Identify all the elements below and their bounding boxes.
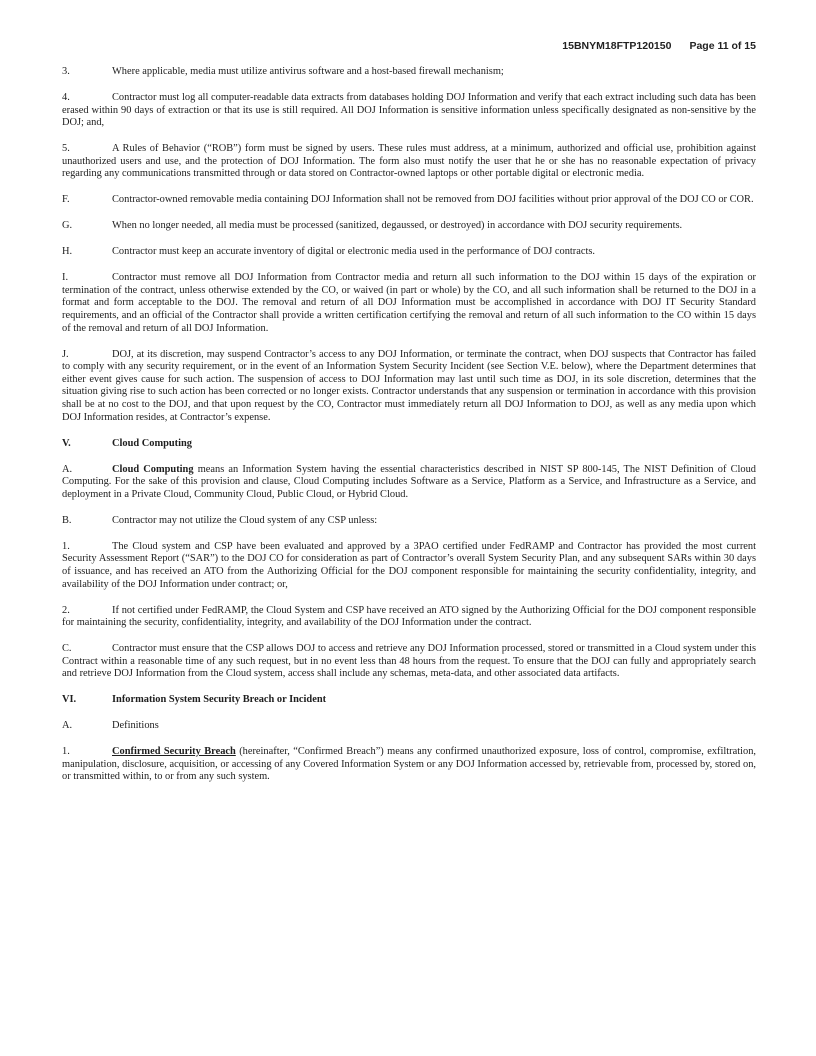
page-number: Page 11 of 15 (689, 40, 756, 52)
paragraph-text: Where applicable, media must utilize antivirus software and a host-based firewall mechanism; (112, 66, 504, 77)
paragraph-text: Contractor must log all computer-readable data extracts from databases holding DOJ Information and verify that each extract including such data has been erased within 90 days of extraction or that its use is still required. All DOJ Information is sensitive information unless specifically designated as non-sensitive by the DOJ; and, (62, 91, 756, 129)
paragraph-text: Contractor must ensure that the CSP allows DOJ to access and retrieve any DOJ Information processed, stored or transmitted in a Cloud system under this Contract within a reasonable time of any such request, but in no event less than 48 hours from the request. To ensure that the DOJ can fully and appropriately search and retrieve DOJ Information from the Cloud system, access shall include any schemas, meta-data, and other associated data artifacts. (62, 643, 756, 680)
paragraph-label: 3. (62, 66, 70, 77)
paragraph-vi-1 (62, 746, 756, 784)
paragraph-label: 4. (62, 91, 70, 103)
paragraph-3 (62, 66, 756, 79)
paragraph-label: 1. (62, 540, 70, 552)
paragraph-text: Contractor must keep an accurate inventory of digital or electronic media used in the performance of DOJ contracts. (112, 246, 595, 258)
page-header (562, 40, 756, 52)
paragraph-label: 1. (62, 746, 70, 758)
paragraph-text: When no longer needed, all media must be processed (sanitized, degaussed, or destroyed) in accordance with DOJ security requirements. (112, 220, 683, 232)
paragraph-5 (62, 143, 756, 181)
paragraph-label: I. (62, 272, 69, 284)
section-heading-cloud-computing (62, 438, 756, 451)
paragraph-label: A. (62, 720, 73, 732)
paragraph-v-2 (62, 605, 756, 630)
paragraph-4 (62, 92, 756, 130)
paragraph-text: If not certified under FedRAMP, the Cloud System and CSP have received an ATO signed by the Authorizing Official for the DOJ component responsible for maintaining the security, confidentiality, integrity, and availability of the DOJ Information under the contract. (62, 604, 756, 629)
paragraph-j (62, 349, 756, 425)
defined-term: Cloud Computing (112, 463, 194, 475)
section-title: Cloud Computing (112, 437, 192, 449)
section-label: V. (62, 437, 71, 449)
paragraph-label: J. (62, 348, 69, 360)
section-title: Information System Security Breach or Incident (112, 694, 327, 706)
paragraph-text: Contractor may not utilize the Cloud system of any CSP unless: (112, 514, 378, 526)
paragraph-text: The Cloud system and CSP have been evaluated and approved by a 3PAO certified under FedRAMP and Contractor has provided the most current Security Assessment Report (“SAR”) to the DOJ CO for consideration as part of Contractor’s overall System Security Plan, and any subsequent SARs within 30 days of issuance, and has received an ATO from the Authorizing Official for the DOJ component responsible for maintaining the security confidentiality, integrity, and availability of the DOJ Information under contract; or, (62, 540, 756, 590)
section-heading-security-breach (62, 694, 756, 707)
paragraph-label: B. (62, 514, 72, 526)
paragraph-label: C. (62, 643, 72, 655)
paragraph-v-b (62, 515, 756, 528)
paragraph-label: G. (62, 220, 73, 232)
paragraph-v-a (62, 464, 756, 502)
paragraph-label: F. (62, 194, 70, 206)
paragraph-g (62, 220, 756, 233)
paragraph-f (62, 194, 756, 207)
paragraph-text: A Rules of Behavior (“ROB”) form must be signed by users. These rules must address, at a minimum, authorized and official use, prohibition against unauthorized users and use, and the protection of DOJ Information. The form also must notify the user that he or she has no reasonable expectation of privacy regarding any communications transmitted through or data stored on Contractor-owned laptops or other portable digital or electronic media. (62, 143, 756, 180)
paragraph-text: Contractor must remove all DOJ Information from Contractor media and return all such information to the DOJ within 15 days of the expiration or termination of the contract, unless otherwise extended by the CO, or waived (in part or whole) by the CO, and all such information shall be returned to the DOJ in a format and form acceptable to the DOJ. The removal and return of all DOJ Information must be accomplished in accordance with DOJ IT Security Standard requirements, and an official of the Contractor shall provide a written certification certifying the removal and return of all such information to the CO within 15 days of the removal and return of all DOJ Information. (62, 272, 756, 334)
paragraph-label: 5. (62, 143, 70, 155)
paragraph-vi-a (62, 720, 756, 733)
paragraph-label: H. (62, 246, 73, 258)
paragraph-label: 2. (62, 604, 70, 616)
paragraph-v-c (62, 643, 756, 681)
paragraph-h (62, 246, 756, 259)
paragraph-text: (hereinafter, “Confirmed Breach”) means any confirmed unauthorized exposure, loss of control, compromise, exfiltration, manipulation, disclosure, acquisition, or accessing of any Covered Information System or any DOJ Information accessed by, retrievable from, processed by, stored on, or transmitted within, to or from any such system. (62, 746, 757, 783)
paragraph-i (62, 272, 756, 335)
paragraph-text: Contractor-owned removable media containing DOJ Information shall not be removed from DOJ facilities without prior approval of the DOJ CO or COR. (112, 194, 754, 206)
document-id: 15BNYM18FTP120150 (562, 40, 672, 52)
document-body (62, 66, 756, 797)
paragraph-text: means an Information System having the essential characteristics described in NIST SP 800-145, The NIST Definition of Cloud Computing. For the sake of this provision and clause, Cloud Computing includes Software as a Service, Platform as a Service, and Infrastructure as a Service, and deployment in a Private Cloud, Community Cloud, Public Cloud, or Hybrid Cloud. (62, 463, 756, 500)
paragraph-label: A. (62, 463, 73, 475)
paragraph-text: Definitions (112, 720, 159, 732)
paragraph-v-1 (62, 541, 756, 591)
paragraph-text: DOJ, at its discretion, may suspend Contractor’s access to any DOJ Information, or terminate the contract, when DOJ suspects that Contractor has failed to comply with any security requirement, or in the event of an Information System Security Incident (see Section V.E. below), where the Department determines that either event gives cause for such action. The suspension of access to DOJ Information may last until such time as DOJ, in its sole discretion, determines that the situation giving rise to such action has been corrected or no longer exists. Contractor understands that any suspension or termination in accordance with this provision shall be at no cost to the DOJ, and that upon request by the CO, Contractor must immediately return all DOJ Information to DOJ, as well as any media upon which DOJ Information resides, at Contractor’s expense. (62, 348, 756, 423)
defined-term: Confirmed Security Breach (112, 746, 236, 758)
section-label: VI. (62, 694, 77, 706)
